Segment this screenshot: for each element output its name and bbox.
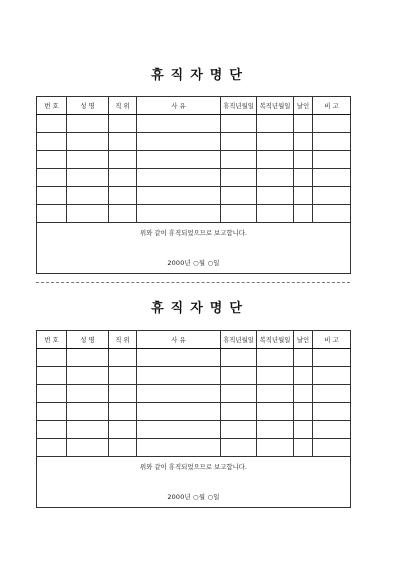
header-position: 직 위 xyxy=(109,331,137,349)
roster-table xyxy=(36,96,351,274)
cell[interactable] xyxy=(257,439,294,457)
cell[interactable] xyxy=(67,151,109,169)
table-row xyxy=(37,169,351,187)
roster-table xyxy=(36,330,351,508)
report-statement: 위와 같이 휴직되었으므로 보고합니다. xyxy=(140,229,247,237)
cell[interactable] xyxy=(37,133,67,151)
cell[interactable] xyxy=(257,151,294,169)
cell[interactable] xyxy=(221,187,257,205)
report-statement: 위와 같이 휴직되었으므로 보고합니다. xyxy=(140,463,247,471)
cell[interactable] xyxy=(137,205,221,223)
cell[interactable] xyxy=(109,115,137,133)
cell[interactable] xyxy=(37,403,67,421)
header-row xyxy=(37,97,351,115)
cell[interactable] xyxy=(109,187,137,205)
header-number: 번 호 xyxy=(37,331,67,349)
cell[interactable] xyxy=(137,421,221,439)
cell[interactable] xyxy=(257,403,294,421)
cell[interactable] xyxy=(294,385,313,403)
cell[interactable] xyxy=(221,403,257,421)
table-row xyxy=(37,349,351,367)
cell[interactable] xyxy=(67,205,109,223)
cell[interactable] xyxy=(67,385,109,403)
cell[interactable] xyxy=(294,133,313,151)
cell[interactable] xyxy=(67,403,109,421)
cell[interactable] xyxy=(294,439,313,457)
cell[interactable] xyxy=(37,169,67,187)
cell[interactable] xyxy=(313,169,351,187)
table-row xyxy=(37,421,351,439)
cell[interactable] xyxy=(37,151,67,169)
header-seal: 날인 xyxy=(294,331,313,349)
cell[interactable] xyxy=(137,367,221,385)
cell[interactable] xyxy=(294,115,313,133)
cell[interactable] xyxy=(294,187,313,205)
form-title: 휴직자명단 xyxy=(151,301,249,316)
cell[interactable] xyxy=(294,349,313,367)
cell[interactable] xyxy=(109,133,137,151)
cell[interactable] xyxy=(137,151,221,169)
cell[interactable] xyxy=(37,385,67,403)
cell[interactable] xyxy=(137,349,221,367)
header-name: 성 명 xyxy=(67,97,109,115)
cell[interactable] xyxy=(221,349,257,367)
cell[interactable] xyxy=(257,367,294,385)
cell[interactable] xyxy=(257,205,294,223)
cell[interactable] xyxy=(221,367,257,385)
header-leave-date: 휴직년월일 xyxy=(221,331,257,349)
table-row xyxy=(37,133,351,151)
cell[interactable] xyxy=(109,367,137,385)
cell[interactable] xyxy=(221,421,257,439)
cell[interactable] xyxy=(221,133,257,151)
cell[interactable] xyxy=(221,151,257,169)
cell[interactable] xyxy=(257,133,294,151)
table-row xyxy=(37,403,351,421)
cell[interactable] xyxy=(294,169,313,187)
footer-row xyxy=(37,457,351,508)
header-seal: 날인 xyxy=(294,97,313,115)
cell[interactable] xyxy=(313,205,351,223)
table-row xyxy=(37,205,351,223)
cell[interactable] xyxy=(137,403,221,421)
cell[interactable] xyxy=(37,421,67,439)
cell[interactable] xyxy=(313,385,351,403)
cell[interactable] xyxy=(221,439,257,457)
cell[interactable] xyxy=(137,187,221,205)
cell[interactable] xyxy=(257,187,294,205)
cell[interactable] xyxy=(67,169,109,187)
cell[interactable] xyxy=(137,133,221,151)
form-title: 휴직자명단 xyxy=(151,68,249,83)
cell[interactable] xyxy=(221,115,257,133)
cell[interactable] xyxy=(137,169,221,187)
table-row xyxy=(37,385,351,403)
header-remarks: 비 고 xyxy=(313,97,351,115)
cell[interactable] xyxy=(313,349,351,367)
cut-line xyxy=(36,282,350,283)
cell[interactable] xyxy=(137,439,221,457)
cell[interactable] xyxy=(137,385,221,403)
cell[interactable] xyxy=(294,421,313,439)
header-leave-date: 휴직년월일 xyxy=(221,97,257,115)
cell[interactable] xyxy=(109,403,137,421)
cell[interactable] xyxy=(313,439,351,457)
footer-cell xyxy=(37,223,351,274)
cell[interactable] xyxy=(294,205,313,223)
cell[interactable] xyxy=(313,187,351,205)
cell[interactable] xyxy=(109,151,137,169)
cell[interactable] xyxy=(67,367,109,385)
table-row xyxy=(37,367,351,385)
cell[interactable] xyxy=(109,349,137,367)
cell[interactable] xyxy=(313,115,351,133)
cell[interactable] xyxy=(257,169,294,187)
header-return-date: 복직년월일 xyxy=(257,97,294,115)
cell[interactable] xyxy=(37,115,67,133)
cell[interactable] xyxy=(221,385,257,403)
cell[interactable] xyxy=(313,403,351,421)
cell[interactable] xyxy=(313,133,351,151)
cell[interactable] xyxy=(257,421,294,439)
cell[interactable] xyxy=(109,421,137,439)
cell[interactable] xyxy=(294,151,313,169)
footer-cell xyxy=(37,457,351,508)
report-date: 2000년 ○월 ○일 xyxy=(167,493,220,501)
table-row xyxy=(37,115,351,133)
cell[interactable] xyxy=(109,205,137,223)
header-return-date: 복직년월일 xyxy=(257,331,294,349)
table-row xyxy=(37,187,351,205)
table-row xyxy=(37,439,351,457)
cell[interactable] xyxy=(313,367,351,385)
header-remarks: 비 고 xyxy=(313,331,351,349)
cell[interactable] xyxy=(37,439,67,457)
header-name: 성 명 xyxy=(67,331,109,349)
cell[interactable] xyxy=(221,205,257,223)
cell[interactable] xyxy=(67,115,109,133)
report-date: 2000년 ○월 ○일 xyxy=(167,259,220,267)
cell[interactable] xyxy=(37,187,67,205)
header-reason: 사 유 xyxy=(137,97,221,115)
cell[interactable] xyxy=(221,169,257,187)
cell[interactable] xyxy=(294,403,313,421)
cell[interactable] xyxy=(67,439,109,457)
cell[interactable] xyxy=(257,115,294,133)
cell[interactable] xyxy=(67,133,109,151)
cell[interactable] xyxy=(313,421,351,439)
cell[interactable] xyxy=(37,349,67,367)
header-position: 직 위 xyxy=(109,97,137,115)
cell[interactable] xyxy=(109,439,137,457)
cell[interactable] xyxy=(67,187,109,205)
footer-row xyxy=(37,223,351,274)
cell[interactable] xyxy=(257,385,294,403)
cell[interactable] xyxy=(294,367,313,385)
header-number: 번 호 xyxy=(37,97,67,115)
table-row xyxy=(37,151,351,169)
header-row xyxy=(37,331,351,349)
header-reason: 사 유 xyxy=(137,331,221,349)
cell[interactable] xyxy=(313,151,351,169)
cell[interactable] xyxy=(37,367,67,385)
cell[interactable] xyxy=(137,115,221,133)
cell[interactable] xyxy=(109,385,137,403)
cell[interactable] xyxy=(67,349,109,367)
cell[interactable] xyxy=(257,349,294,367)
cell[interactable] xyxy=(109,169,137,187)
cell[interactable] xyxy=(37,205,67,223)
cell[interactable] xyxy=(67,421,109,439)
